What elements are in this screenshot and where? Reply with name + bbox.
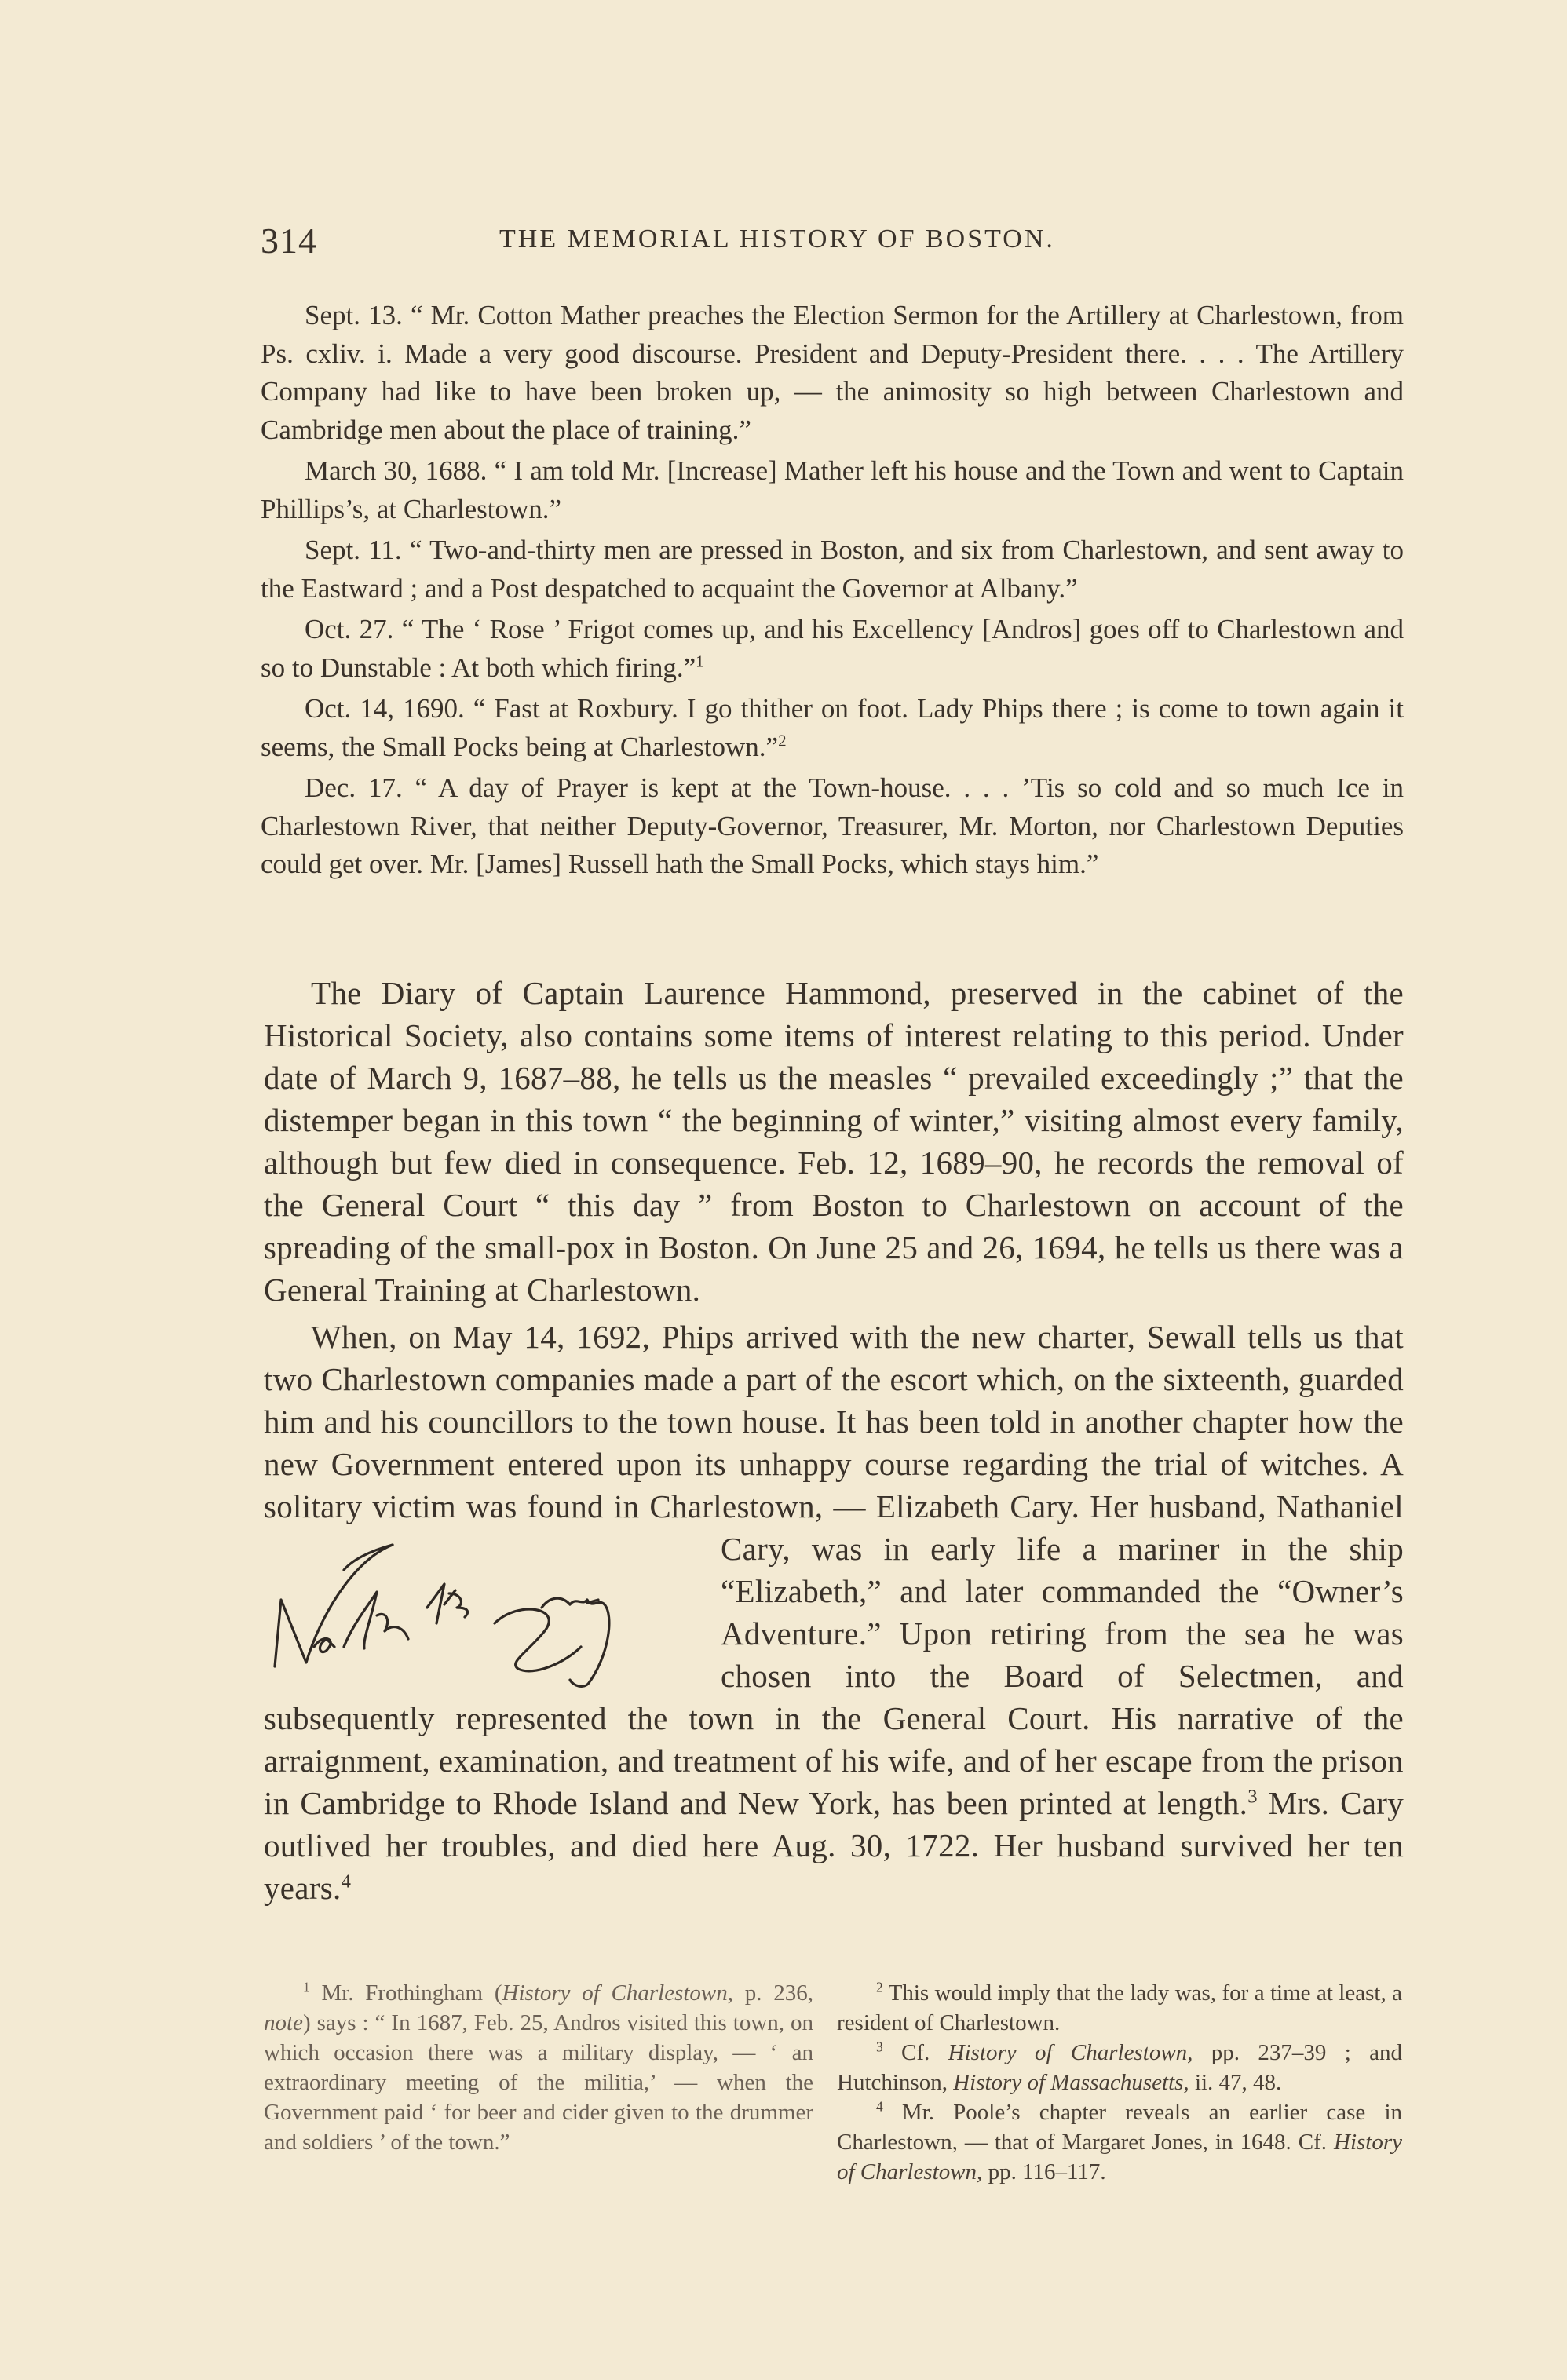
excerpt-sept-13: Sept. 13. “ Mr. Cotton Mather preaches the Election Sermon for the Artillery at Charlestown, from Ps. cxliv. i. Made a very good discourse. President and Deputy-President there. . . . The Artillery Company had like to have been broken up, — the animosity so high between Charlestown and Cambridge men about the place of training.” [261,300,1404,445]
footnotes-right-column [837,1978,1402,2187]
excerpt-oct-27: Oct. 27. “ The ‘ Rose ’ Frigot comes up, and his Excellency [Andros] goes off to Charlestown and so to Dunstable : At both which firing.”$^1$ [261,614,1404,683]
footnote-ref-3: 3 [1247,1786,1258,1808]
diary-excerpts [261,297,1404,887]
footnote-ref-1: 1 [696,651,704,670]
footnote-4: $^4$ Mr. Poole’s chapter reveals an earlier case in Charlestown, — that of Margaret Jones, in 1648. Cf. History of Charlestown, pp. 116–117. [837,2098,1402,2185]
paragraph-phips-charter: When, on May 14, 1692, Phips arrived with the new charter, Sewall tells us that two Charlestown companies made a part of the escort which, on the sixteenth, guarded him and his councillors to the town house. It has been told in another chapter how the new Government entered upon its unhappy course regarding the trial of witches. A solitary victim was found in Charlestown, — Elizabeth Cary. Her husband, Nathaniel Cary, was in early life a mariner in the ship “Elizabeth,” and later commanded the “Owner’s Adventure.” Upon retiring from the sea he was chosen into the Board of Selectmen, and subsequently represented the town in the General Court. His narrative of the arraignment, examination, and treatment of his wife, and of her escape from the prison in Cambridge to Rhode Island and New York, has been printed at length.$^3$ Mrs. Cary outlived her troubles, and died here Aug. 30, 1722. Her husband survived her ten years.$^4$ [264,1316,1404,1909]
excerpt-dec-17: Dec. 17. “ A day of Prayer is kept at the Town-house. . . . ’Tis so cold and so much Ice in Charlestown River, that neither Deputy-Governor, Treasurer, Mr. Morton, nor Charlestown Deputies could get over. Mr. [James] Russell hath the Small Pocks, which stays him.” [261,772,1404,879]
paragraph-hammond-diary: The Diary of Captain Laurence Hammond, preserved in the cabinet of the Historical Society, also contains some items of interest relating to this period. Under date of March 9, 1687–88, he tells us the measles “ prevailed exceedingly ;” that the distemper began in this town “ the beginning of winter,” visiting almost every family, although but few died in consequence. Feb. 12, 1689–90, he records the removal of the General Court “ this day ” from Boston to Charlestown on account of the spreading of the small-pox in Boston. On June 25 and 26, 1694, he tells us there was a General Training at Charlestown. [264,975,1404,1308]
page-header [261,220,1399,267]
footnote-1: $^1$ Mr. Frothingham (History of Charlestown, p. 236, note) says : “ In 1687, Feb. 25, Andros visited this town, on which occasion there was a military display, — ‘ an extraordinary meeting of the militia,’ — when the Government paid ‘ for beer and cider given to the drummer and soldiers ’ of the town.” [264,1979,813,2155]
page-number: 314 [261,221,317,261]
footnote-ref-2: 2 [778,730,787,750]
excerpt-oct-14-1690: Oct. 14, 1690. “ Fast at Roxbury. I go thither on foot. Lady Phips there ; is come to town again it seems, the Small Pocks being at Charlestown.”$^2$ [261,693,1404,762]
running-head: THE MEMORIAL HISTORY OF BOSTON. [499,224,1055,254]
footnote-ref-4: 4 [341,1871,352,1893]
signature-nath-cary [259,1529,707,1694]
excerpt-march-30-1688: March 30, 1688. “ I am told Mr. [Increase] Mather left his house and the Town and went to Captain Phillips’s, at Charlestown.” [261,455,1404,524]
footnote-3: $^3$ Cf. History of Charlestown, pp. 237–39 ; and Hutchinson, History of Massachusetts, ii. 47, 48. [837,2039,1402,2095]
excerpt-sept-11: Sept. 11. “ Two-and-thirty men are pressed in Boston, and six from Charlestown, and sent away to the Eastward ; and a Post despatched to acquaint the Governor at Albany.” [261,535,1404,604]
footnote-2: $^2$ This would imply that the lady was, for a time at least, a resident of Charlestown. [837,1979,1402,2035]
main-text [264,972,1404,1914]
signature-drawing [259,1529,707,1694]
footnotes-left-column [264,1978,813,2157]
